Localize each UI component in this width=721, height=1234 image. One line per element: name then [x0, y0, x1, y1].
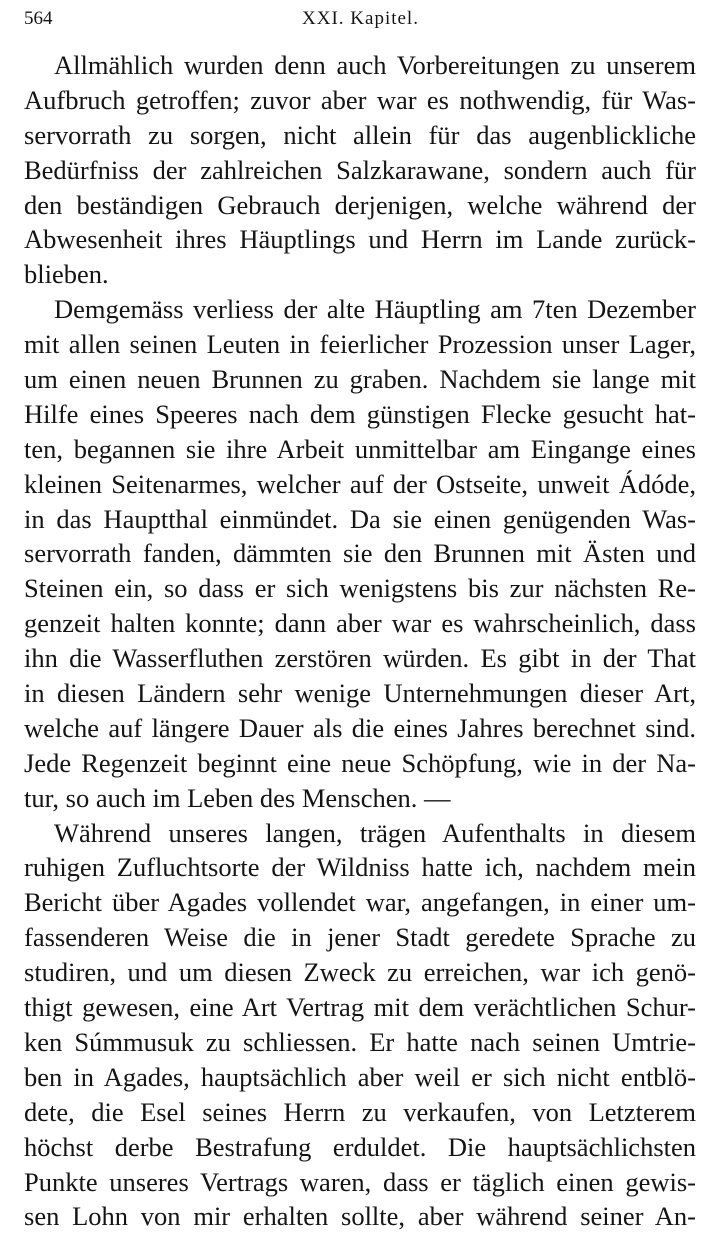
text-line: thigt gewesen, eine Art Vertrag mit dem verächtlichen Schur- [24, 992, 696, 1023]
text-line: servorrath fanden, dämmten sie den Brunnen mit Ästen und [24, 538, 696, 569]
text-line: dete, die Esel seines Herrn zu verkaufen, von Letzterem [24, 1096, 696, 1127]
chapter-title: XXI. Kapitel. [302, 8, 419, 29]
text-line: Abwesenheit ihres Häuptlings und Herrn im Lande zurück- [24, 224, 696, 255]
text-line: ruhigen Zufluchtsorte der Wildniss hatte ich, nachdem mein [24, 852, 696, 883]
body-text [24, 48, 696, 1234]
text-line: studiren, und um diesen Zweck zu erreichen, war ich genö- [24, 957, 696, 988]
text-line: tur, so auch im Leben des Menschen. — [24, 782, 451, 813]
text-line: genzeit halten konnte; dann aber war es wahrscheinlich, dass [24, 608, 696, 639]
text-line: in das Hauptthal einmündet. Da sie einen genügenden Was- [24, 503, 696, 534]
text-line: ken Súmmusuk zu schliessen. Er hatte nach seinen Umtrie- [24, 1026, 696, 1057]
text-line: servorrath zu sorgen, nicht allein für das augenblickliche [24, 119, 696, 150]
running-head [24, 4, 697, 34]
text-line: Jede Regenzeit beginnt eine neue Schöpfung, wie in der Na- [24, 747, 696, 778]
text-line: Hilfe eines Speeres nach dem günstigen Flecke gesucht hat- [24, 398, 696, 429]
text-line: ben in Agades, hauptsächlich aber weil er sich nicht entblö- [24, 1061, 696, 1092]
paragraph [24, 48, 696, 292]
text-line: ihn die Wasserfluthen zerstören würden. Es gibt in der That [24, 643, 696, 674]
text-line: blieben. [24, 259, 109, 290]
text-line: Demgemäss verliess der alte Häuptling am 7ten Dezember [54, 294, 696, 325]
text-line: Allmählich wurden denn auch Vorbereitungen zu unserem [54, 50, 696, 80]
text-line: in diesen Ländern sehr wenige Unternehmungen dieser Art, [24, 678, 696, 709]
text-line: kleinen Seitenarmes, welcher auf der Ostseite, unweit Ádóde, [24, 468, 696, 499]
text-line: welche auf längere Dauer als die eines Jahres berechnet sind. [24, 712, 696, 743]
text-line: Während unseres langen, trägen Aufenthalts in diesem [54, 817, 696, 848]
text-line: mit allen seinen Leuten in feierlicher Prozession unser Lager, [24, 329, 696, 360]
paragraph [24, 816, 696, 1234]
text-line: Punkte unseres Vertrags waren, dass er täglich einen gewis- [24, 1166, 696, 1197]
text-line: ten, begannen sie ihre Arbeit unmittelbar am Eingange eines [24, 433, 696, 464]
text-line: Bericht über Agades vollendet war, angefangen, in einer um- [24, 887, 696, 918]
text-line: höchst derbe Bestrafung erduldet. Die hauptsächlichsten [24, 1131, 696, 1162]
text-line: Steinen ein, so dass er sich wenigstens bis zur nächsten Re- [24, 573, 696, 604]
paragraph [24, 292, 696, 815]
text-line: Bedürfniss der zahlreichen Salzkarawane, sondern auch für [24, 154, 696, 185]
text-line: Aufbruch getroffen; zuvor aber war es nothwendig, für Was- [24, 84, 696, 115]
text-line: fassenderen Weise die in jener Stadt geredete Sprache zu [24, 922, 696, 953]
text-line: sen Lohn von mir erhalten sollte, aber während seiner An- [24, 1201, 696, 1232]
text-line: um einen neuen Brunnen zu graben. Nachdem sie lange mit [24, 364, 696, 395]
text-line: den beständigen Gebrauch derjenigen, welche während der [24, 189, 696, 220]
page-number: 564 [24, 8, 53, 29]
